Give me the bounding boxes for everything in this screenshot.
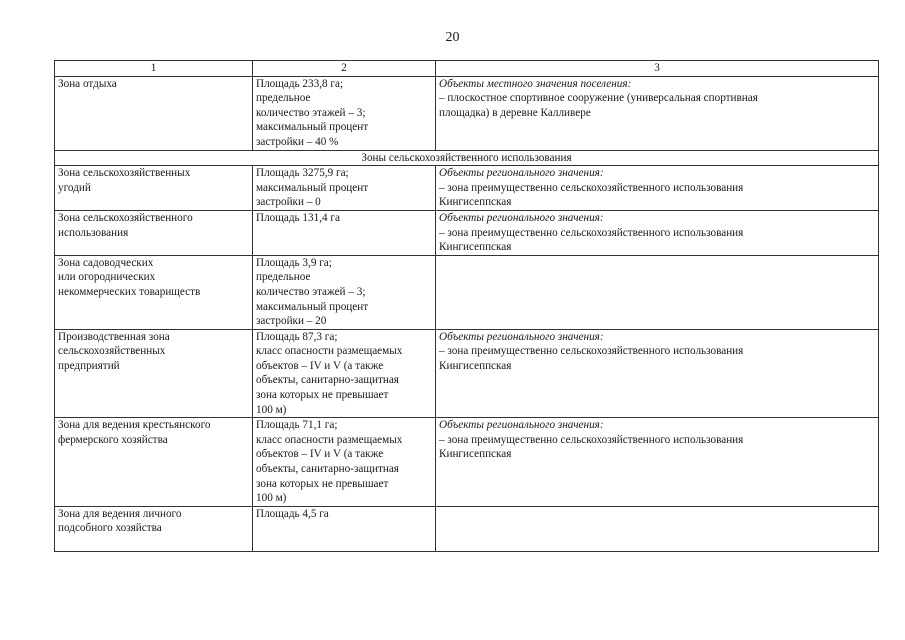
page-number: 20 <box>445 30 460 45</box>
parameter-line: объектов – IV и V (а также <box>256 448 384 461</box>
column-header: 3 <box>436 61 879 77</box>
zone-name-line: Зона для ведения личного <box>58 507 182 520</box>
parameter-line: Площадь 71,1 га; <box>256 419 338 432</box>
table-row <box>55 506 879 551</box>
zone-name-line: подсобного хозяйства <box>58 522 162 535</box>
zone-parameters-cell <box>253 210 436 255</box>
table-row <box>55 166 879 211</box>
zone-name-line: использования <box>58 226 129 239</box>
zone-name-line: Зона сельскохозяйственного <box>58 211 193 224</box>
parameter-line: 100 м) <box>256 403 287 416</box>
parameter-line: максимальный процент <box>256 300 369 313</box>
parameter-line: предельное <box>256 271 311 284</box>
zone-parameters-cell <box>253 76 436 150</box>
zone-parameters-cell <box>253 418 436 507</box>
zone-name-cell <box>55 255 253 329</box>
parameter-line: предельное <box>256 92 311 105</box>
zone-name-line: Зона для ведения крестьянского <box>58 419 211 432</box>
parameter-line: количество этажей – 3; <box>256 106 366 119</box>
objects-heading: Объекты регионального значения: <box>439 330 604 343</box>
parameter-line: класс опасности размещаемых <box>256 433 403 446</box>
planned-objects-cell <box>436 329 879 418</box>
parameter-line: объекты, санитарно-защитная <box>256 374 399 387</box>
parameter-line: застройки – 40 % <box>256 135 339 148</box>
planned-objects-cell <box>436 506 879 551</box>
table-row <box>55 329 879 418</box>
objects-heading: Объекты регионального значения: <box>439 211 604 224</box>
object-line: Кингисеппская <box>439 448 512 461</box>
object-line: – зона преимущественно сельскохозяйственного использования <box>439 226 744 239</box>
planned-objects-cell <box>436 210 879 255</box>
zone-parameters-cell <box>253 166 436 211</box>
object-line: – плоскостное спортивное сооружение (универсальная спортивная <box>439 92 758 105</box>
parameter-line: максимальный процент <box>256 181 369 194</box>
zone-name-line: или огороднических <box>58 271 156 284</box>
parameter-line: максимальный процент <box>256 121 369 134</box>
parameter-line: объекты, санитарно-защитная <box>256 463 399 476</box>
object-line: Кингисеппская <box>439 241 512 254</box>
table-row <box>55 255 879 329</box>
planned-objects-cell <box>436 255 879 329</box>
zone-name-line: Зона сельскохозяйственных <box>58 167 191 180</box>
parameter-line: Площадь 131,4 га <box>256 211 340 224</box>
zone-name-line: сельскохозяйственных <box>58 345 166 358</box>
parameter-line: Площадь 4,5 га <box>256 507 329 520</box>
zone-name-line: Зона отдыха <box>58 77 117 90</box>
parameter-line: Площадь 87,3 га; <box>256 330 338 343</box>
zone-name-cell <box>55 506 253 551</box>
parameter-line: количество этажей – 3; <box>256 285 366 298</box>
zone-parameters-cell <box>253 329 436 418</box>
object-line: Кингисеппская <box>439 359 512 372</box>
column-header: 1 <box>55 61 253 77</box>
zone-name-cell <box>55 418 253 507</box>
section-row <box>55 150 879 166</box>
zone-name-line: предприятий <box>58 359 120 372</box>
zone-name-line: угодий <box>58 181 91 194</box>
parameter-line: застройки – 0 <box>256 196 321 209</box>
zone-name-line: некоммерческих товариществ <box>58 285 201 298</box>
zone-name-cell <box>55 329 253 418</box>
parameter-line: 100 м) <box>256 492 287 505</box>
table-row <box>55 76 879 150</box>
object-line: – зона преимущественно сельскохозяйственного использования <box>439 345 744 358</box>
objects-heading: Объекты регионального значения: <box>439 419 604 432</box>
objects-heading: Объекты местного значения поселения: <box>439 77 632 90</box>
zone-name-line: Зона садоводческих <box>58 256 154 269</box>
zone-parameters-cell <box>253 506 436 551</box>
zone-name-cell <box>55 76 253 150</box>
planned-objects-cell <box>436 76 879 150</box>
object-line: площадка) в деревне Калливере <box>439 106 591 119</box>
parameter-line: Площадь 3275,9 га; <box>256 167 349 180</box>
parameter-line: Площадь 3,9 га; <box>256 256 332 269</box>
object-line: Кингисеппская <box>439 196 512 209</box>
zone-parameters-cell <box>253 255 436 329</box>
table-header-row <box>55 61 879 77</box>
object-line: – зона преимущественно сельскохозяйственного использования <box>439 433 744 446</box>
planned-objects-cell <box>436 166 879 211</box>
objects-heading: Объекты регионального значения: <box>439 167 604 180</box>
object-line: – зона преимущественно сельскохозяйственного использования <box>439 181 744 194</box>
zone-name-line: фермерского хозяйства <box>58 433 168 446</box>
table-body <box>55 76 879 551</box>
zones-table <box>54 60 879 552</box>
section-title: Зоны сельскохозяйственного использования <box>55 150 879 166</box>
column-header: 2 <box>253 61 436 77</box>
zone-name-cell <box>55 166 253 211</box>
table-row <box>55 210 879 255</box>
zone-name-cell <box>55 210 253 255</box>
parameter-line: застройки – 20 <box>256 315 327 328</box>
zone-name-line: Производственная зона <box>58 330 170 343</box>
parameter-line: объектов – IV и V (а также <box>256 359 384 372</box>
parameter-line: зона которых не превышает <box>256 389 389 402</box>
planned-objects-cell <box>436 418 879 507</box>
parameter-line: класс опасности размещаемых <box>256 345 403 358</box>
table-row <box>55 418 879 507</box>
parameter-line: зона которых не превышает <box>256 477 389 490</box>
parameter-line: Площадь 233,8 га; <box>256 77 344 90</box>
